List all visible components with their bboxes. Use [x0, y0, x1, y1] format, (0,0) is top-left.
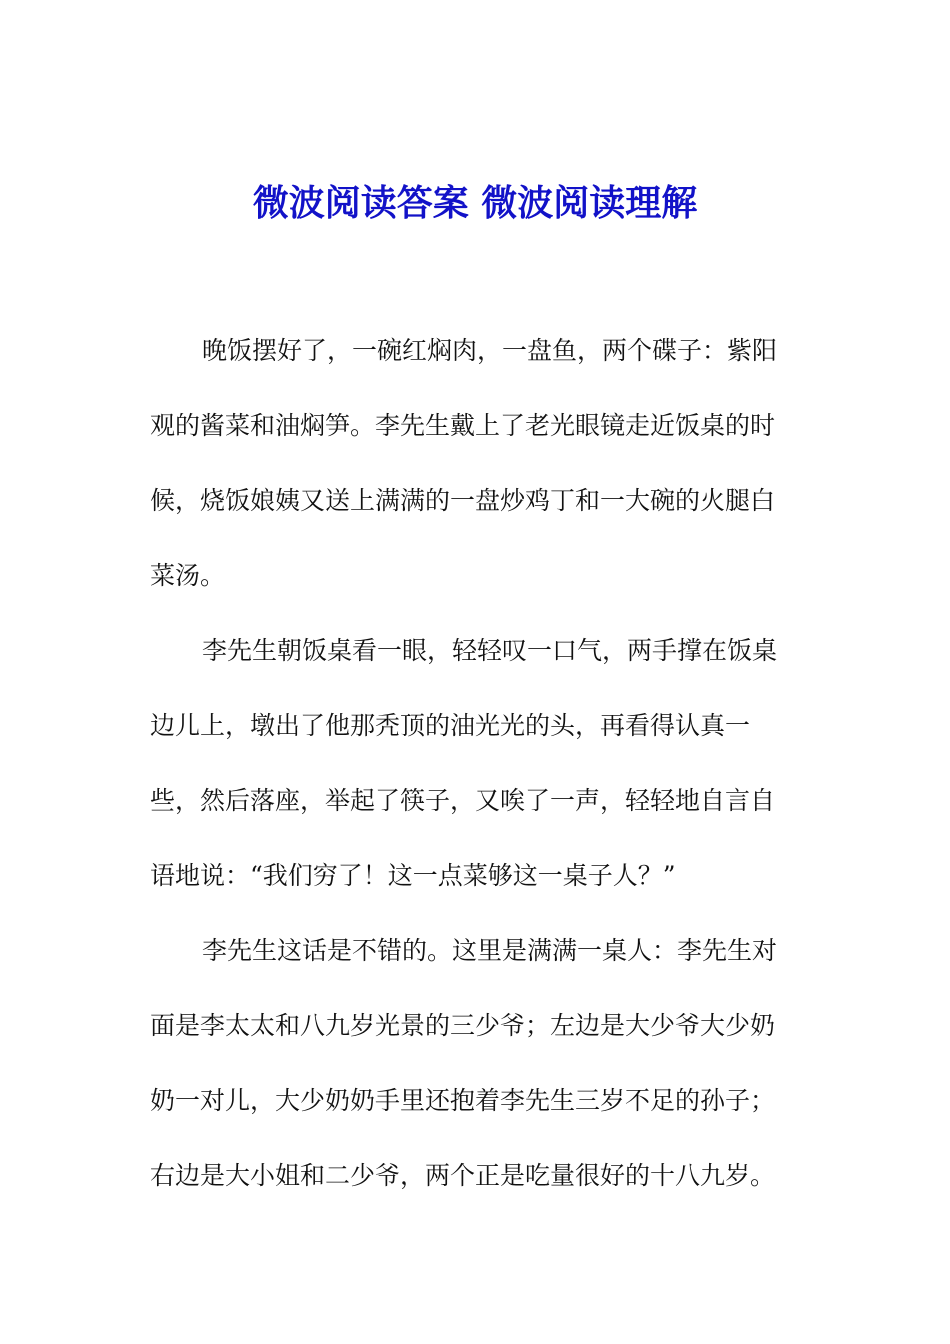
text-line: 面是李太太和八九岁光景的三少爷；左边是大少爷大少奶 — [150, 1011, 776, 1040]
text-line: 奶一对儿，大少奶奶手里还抱着李先生三岁不足的孙子； — [150, 1086, 776, 1115]
text-line: 边儿上，墩出了他那秃顶的油光光的头，再看得认真一 — [150, 711, 751, 740]
text-line: 菜汤。 — [150, 561, 226, 590]
text-line: 右边是大小姐和二少爷，两个正是吃量很好的十八九岁。 — [150, 1161, 776, 1190]
document-title: 微波阅读答案 微波阅读理解 — [252, 182, 698, 224]
text-line: 候，烧饭娘姨又送上满满的一盘炒鸡丁和一大碗的火腿白 — [150, 486, 776, 515]
text-line: 李先生朝饭桌看一眼，轻轻叹一口气，两手撑在饭桌 — [202, 636, 778, 665]
text-line: 观的酱菜和油焖笋。李先生戴上了老光眼镜走近饭桌的时 — [150, 411, 776, 440]
paragraph-1 — [150, 324, 802, 624]
text-line: 晚饭摆好了，一碗红焖肉，一盘鱼，两个碟子：紫阳 — [202, 336, 778, 365]
text-line: 些，然后落座，举起了筷子，又唉了一声，轻轻地自言自 — [150, 786, 776, 815]
text-line: 语地说：“我们穷了！这一点菜够这一桌子人？” — [150, 861, 676, 890]
paragraph-2 — [150, 624, 802, 924]
document-body — [150, 324, 802, 1224]
paragraph-3 — [150, 924, 802, 1224]
text-line: 李先生这话是不错的。这里是满满一桌人：李先生对 — [202, 936, 778, 965]
